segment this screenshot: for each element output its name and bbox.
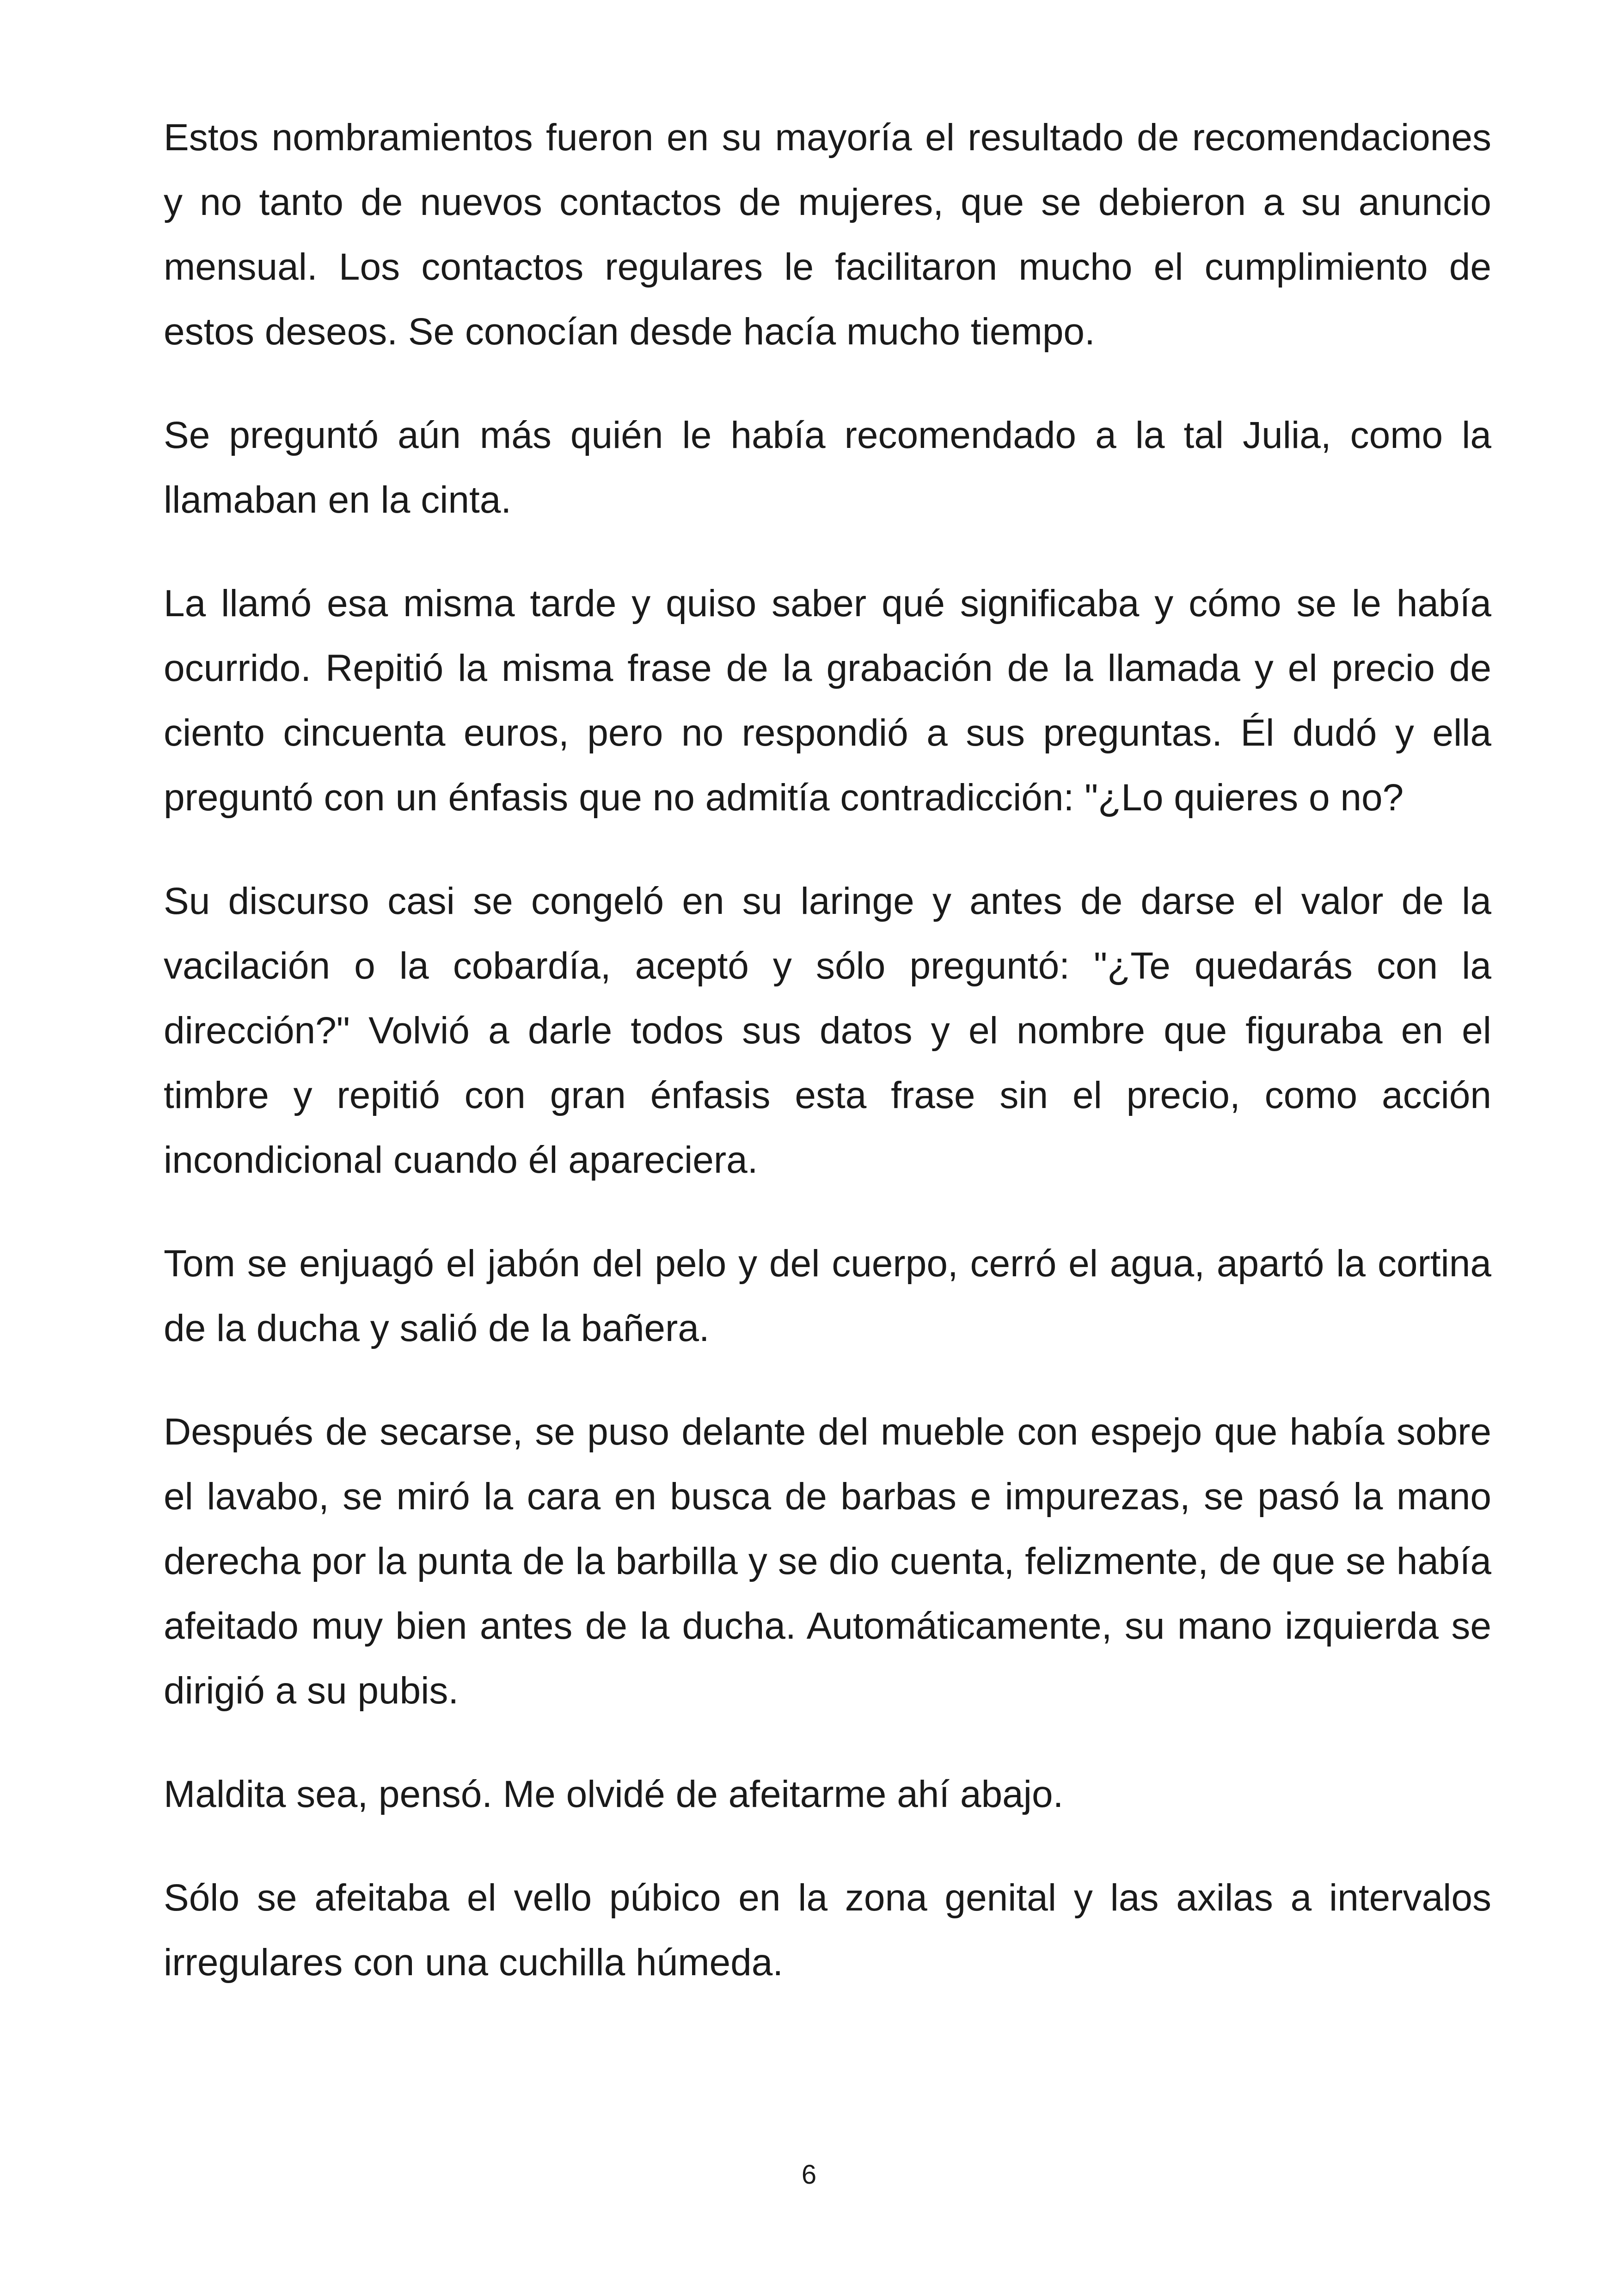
paragraph-4: Su discurso casi se congeló en su laringe y antes de darse el valor de la vacilación o la cobardía, aceptó y sólo preguntó: "¿Te quedarás con la dirección?" Volvió a darle todos sus datos y el nombre que figuraba en el timbre y repitió con gran énfasis esta frase sin el precio, como acción incondicional cuando él apareciera. [164, 880, 1491, 1181]
paragraph-5: Tom se enjuagó el jabón del pelo y del cuerpo, cerró el agua, apartó la cortina de la ducha y salió de la bañera. [164, 1243, 1491, 1349]
paragraph-2: Se preguntó aún más quién le había recomendado a la tal Julia, como la llamaban en la cinta. [164, 414, 1491, 521]
body-text [164, 105, 1491, 2034]
paragraph-6: Después de secarse, se puso delante del mueble con espejo que había sobre el lavabo, se miró la cara en busca de barbas e impurezas, se pasó la mano derecha por la punta de la barbilla y se dio cuenta, felizmente, de que se había afeitado muy bien antes de la ducha. Automáticamente, su mano izquierda se dirigió a su pubis. [164, 1411, 1491, 1712]
paragraph-3: La llamó esa misma tarde y quiso saber qué significaba y cómo se le había ocurrido. Repitió la misma frase de la grabación de la llamada y el precio de ciento cincuenta euros, pero no respondió a sus preguntas. Él dudó y ella preguntó con un énfasis que no admitía contradicción: "¿Lo quieres o no? [164, 582, 1491, 819]
paragraph-7: Maldita sea, pensó. Me olvidé de afeitarme ahí abajo. [164, 1773, 1064, 1815]
page-number: 6 [801, 2160, 817, 2190]
paragraph-8: Sólo se afeitaba el vello púbico en la zona genital y las axilas a intervalos irregulares con una cuchilla húmeda. [164, 1877, 1491, 1984]
paragraph-1: Estos nombramientos fueron en su mayoría el resultado de recomendaciones y no tanto de nuevos contactos de mujeres, que se debieron a su anuncio mensual. Los contactos regulares le facilitaron mucho el cumplimiento de estos deseos. Se conocían desde hacía mucho tiempo. [164, 116, 1491, 353]
